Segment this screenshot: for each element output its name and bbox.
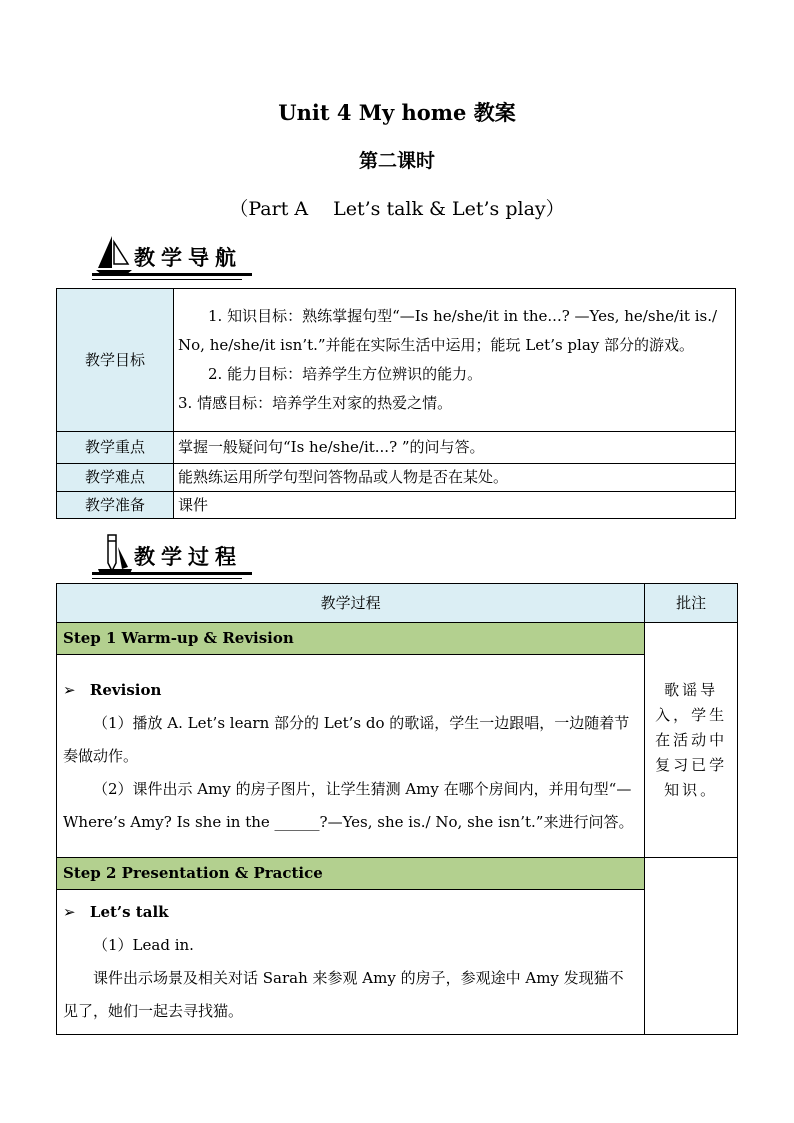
- prep-value: 课件: [174, 492, 736, 519]
- bullet-label: Let’s talk: [89, 903, 169, 921]
- table-header-row: [57, 584, 738, 623]
- goal-line-ability: 2. 能力目标：培养学生方位辨识的能力。: [208, 365, 483, 383]
- table-row: [57, 492, 736, 519]
- prep-key: 教学准备: [57, 492, 174, 519]
- table-row: [57, 432, 736, 464]
- bullet-label: Revision: [89, 680, 162, 699]
- pencil-ruler-icon: [94, 533, 134, 575]
- nav-section-heading: [92, 234, 262, 278]
- step-title-row: [57, 623, 738, 655]
- step-1-para-2: （2）课件出示 Amy 的房子图片，让学生猜测 Amy 在哪个房间内，并用句型“—Where’s Amy? Is she in the ______?—Yes, she is./ No, she isn’t.”来进行问答。: [63, 779, 634, 831]
- nav-heading-text: 教学导航: [134, 246, 242, 270]
- difficulty-key: 教学难点: [57, 464, 174, 492]
- difficulty-value: 能熟练运用所学句型问答物品或人物是否在某处。: [174, 464, 736, 492]
- process-section-heading: [92, 533, 262, 577]
- step-1-note: 歌谣导入，学生在活动中复习已学知识。: [645, 623, 738, 858]
- goals-table: [56, 288, 736, 519]
- goal-line-emotion: 3. 情感目标：培养学生对家的热爱之情。: [178, 394, 453, 412]
- step-body-row: [57, 890, 738, 1035]
- heading-underline: [92, 273, 252, 276]
- step-1-body: [57, 655, 645, 858]
- lesson-subtitle: （Part A Let’s talk & Let’s play）: [229, 198, 565, 220]
- keypoint-key: 教学重点: [57, 432, 174, 464]
- goal-value: [174, 289, 736, 432]
- lesson-label: 第二课时: [358, 150, 435, 172]
- step-body-row: [57, 655, 738, 858]
- process-table: [56, 583, 738, 1035]
- document-title: Unit 4 My home 教案: [278, 100, 516, 125]
- step-2-para-2: 课件出示场景及相关对话 Sarah 来参观 Amy 的房子，参观途中 Amy 发现猫不见了，她们一起去寻找猫。: [63, 969, 624, 1020]
- heading-underline: [92, 572, 252, 575]
- table-row: [57, 289, 736, 432]
- arrow-bullet-icon: ➢: [63, 903, 76, 921]
- step-1-para-1: （1）播放 A. Let’s learn 部分的 Let’s do 的歌谣，学生一边跟唱，一边随着节奏做动作。: [63, 713, 630, 765]
- col-header-note: 批注: [645, 584, 738, 623]
- process-heading-text: 教学过程: [134, 545, 242, 569]
- bullet-item: [63, 896, 638, 929]
- step-2-body: [57, 890, 645, 1035]
- step-1-title: Step 1 Warm-up & Revision: [57, 623, 645, 655]
- col-header-process: 教学过程: [57, 584, 645, 623]
- bullet-item: [63, 674, 638, 707]
- goal-line-knowledge: 1. 知识目标：熟练掌握句型“—Is he/she/it in the...? —Yes, he/she/it is./ No, he/she/it isn’t.”并能在实际生活中运用；能玩 Let’s play 部分的游戏。: [178, 307, 718, 354]
- step-2-note: [645, 858, 738, 1035]
- table-row: [57, 464, 736, 492]
- keypoint-value: 掌握一般疑问句“Is he/she/it...? ”的问与答。: [174, 432, 736, 464]
- step-2-para-1: （1）Lead in.: [93, 936, 194, 954]
- step-2-title: Step 2 Presentation & Practice: [57, 858, 645, 890]
- step-title-row: [57, 858, 738, 890]
- heading-underline-thin: [92, 279, 242, 280]
- goal-key: 教学目标: [57, 289, 174, 432]
- sailboat-icon: [94, 234, 134, 276]
- arrow-bullet-icon: ➢: [63, 680, 76, 699]
- heading-underline-thin: [92, 578, 242, 579]
